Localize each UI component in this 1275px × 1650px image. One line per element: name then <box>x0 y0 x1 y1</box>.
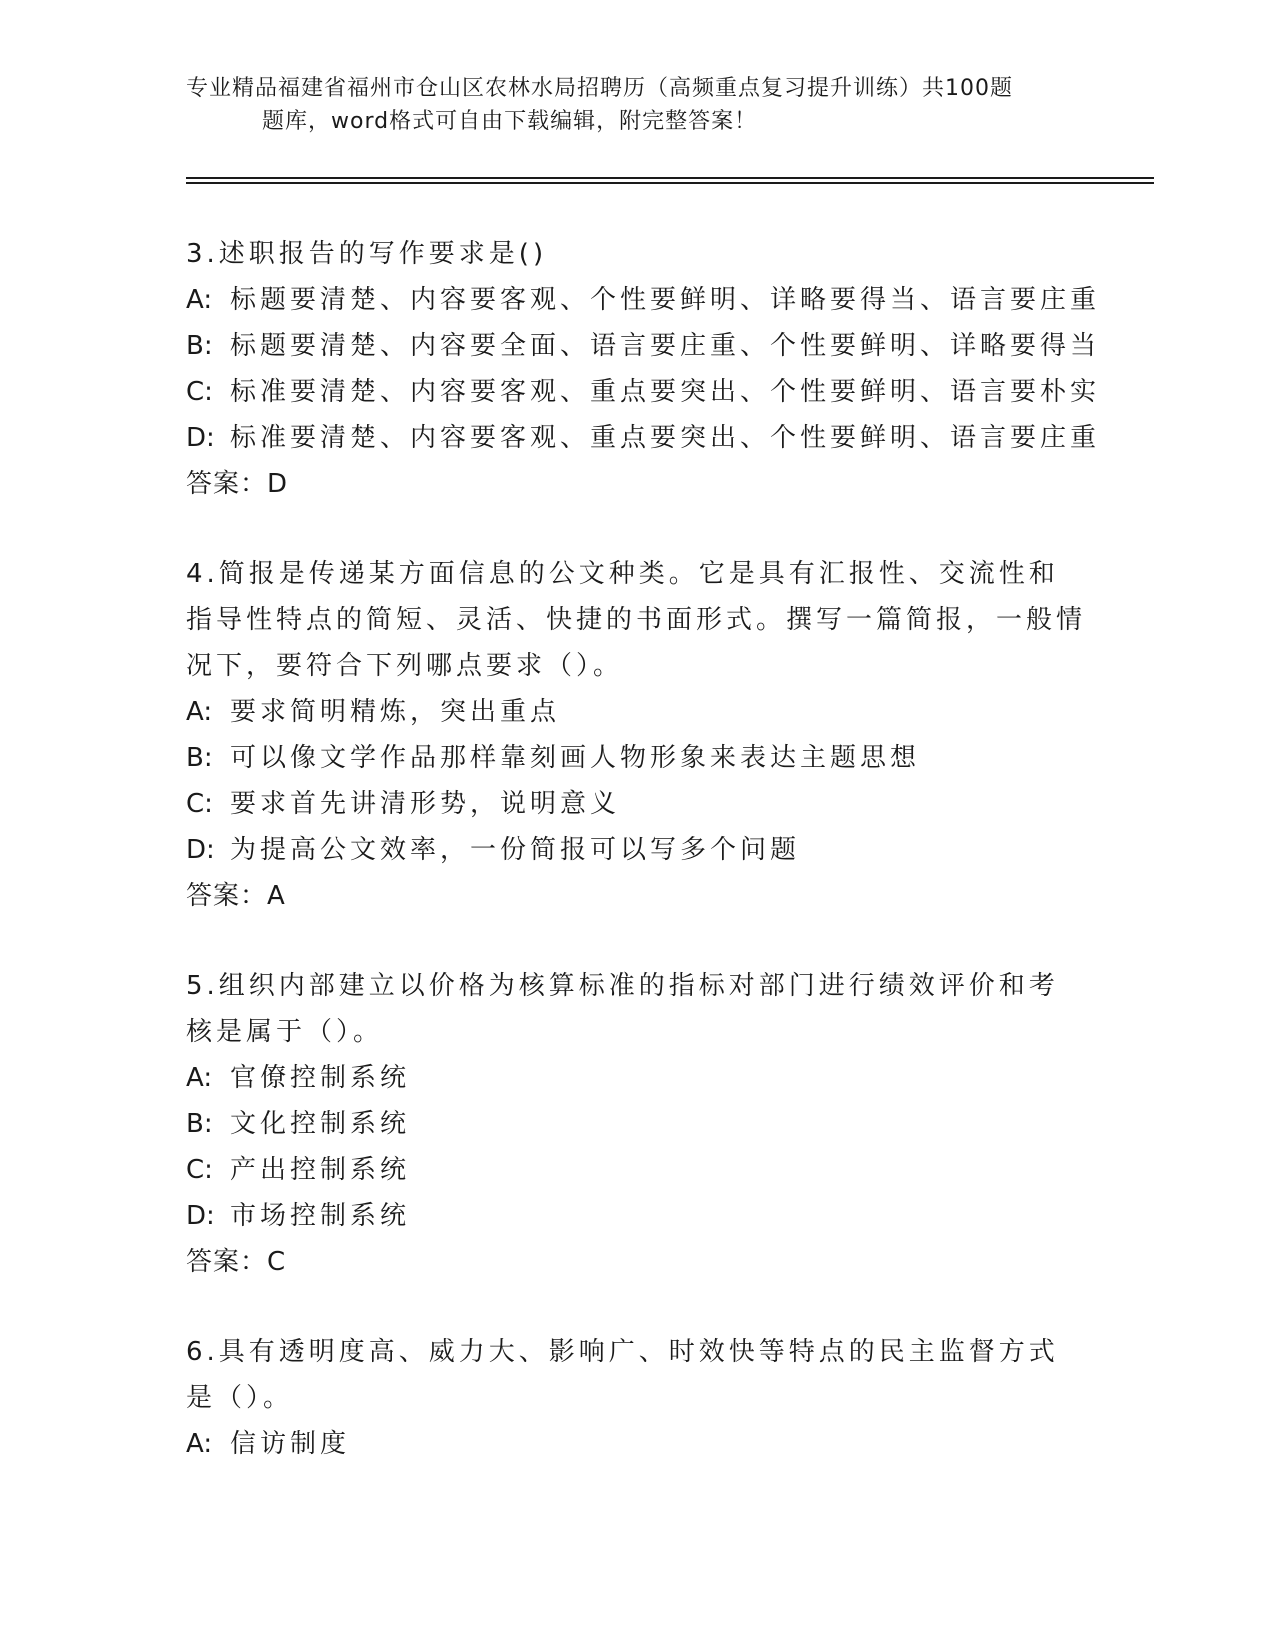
option-b <box>186 1101 1086 1147</box>
option-b <box>186 323 1101 369</box>
question-text: 6.具有透明度高、威力大、影响广、时效快等特点的民主监督方式是（）。 <box>186 1337 1059 1413</box>
option-letter: D: <box>186 1201 215 1231</box>
option-text: 为提高公文效率，一份简报可以写多个问题 <box>230 835 801 865</box>
answer-text: 答案：A <box>186 881 286 911</box>
option-text: 文化控制系统 <box>230 1109 411 1139</box>
question-3 <box>186 231 1101 507</box>
option-text: 标题要清楚、内容要客观、个性要鲜明、详略要得当、语言要庄重 <box>230 285 1101 315</box>
header-divider-bottom <box>186 182 1154 184</box>
option-a <box>186 277 1101 323</box>
question-list <box>186 231 1101 1511</box>
option-a <box>186 1055 1086 1101</box>
option-d <box>186 827 1086 873</box>
option-letter: A: <box>186 285 213 315</box>
option-c <box>186 781 1086 827</box>
option-text: 可以像文学作品那样靠刻画人物形象来表达主题思想 <box>230 743 921 773</box>
question-6 <box>186 1329 1086 1467</box>
option-a <box>186 1421 1086 1467</box>
question-5 <box>186 963 1086 1285</box>
option-letter: A: <box>186 697 213 727</box>
option-b <box>186 735 1086 781</box>
option-letter: B: <box>186 331 213 361</box>
option-text: 产出控制系统 <box>230 1155 411 1185</box>
question-text: 4.简报是传递某方面信息的公文种类。它是具有汇报性、交流性和指导性特点的简短、灵活、快捷的书面形式。撰写一篇简报，一般情况下，要符合下列哪点要求（）。 <box>186 559 1087 681</box>
header-title-line1: 专业精品福建省福州市仓山区农林水局招聘历（高频重点复习提升训练）共100题 <box>186 76 1013 101</box>
option-c <box>186 369 1101 415</box>
option-text: 信访制度 <box>230 1429 351 1459</box>
option-d <box>186 415 1101 461</box>
option-text: 要求简明精炼，突出重点 <box>230 697 561 727</box>
option-letter: C: <box>186 1155 213 1185</box>
option-letter: D: <box>186 423 215 453</box>
option-letter: A: <box>186 1063 213 1093</box>
header-title-line2: 题库，word格式可自由下载编辑，附完整答案！ <box>262 109 758 134</box>
option-letter: B: <box>186 1109 213 1139</box>
document-header <box>186 72 1086 138</box>
option-letter: C: <box>186 377 213 407</box>
question-4 <box>186 551 1086 919</box>
header-divider-top <box>186 177 1154 179</box>
option-letter: C: <box>186 789 213 819</box>
option-letter: A: <box>186 1429 213 1459</box>
option-letter: B: <box>186 743 213 773</box>
option-text: 标准要清楚、内容要客观、重点要突出、个性要鲜明、语言要朴实 <box>230 377 1101 407</box>
option-text: 标题要清楚、内容要全面、语言要庄重、个性要鲜明、详略要得当 <box>230 331 1101 361</box>
option-c <box>186 1147 1086 1193</box>
option-text: 官僚控制系统 <box>230 1063 411 1093</box>
option-a <box>186 689 1086 735</box>
option-text: 市场控制系统 <box>230 1201 411 1231</box>
answer-text: 答案：C <box>186 1247 287 1277</box>
option-text: 标准要清楚、内容要客观、重点要突出、个性要鲜明、语言要庄重 <box>230 423 1101 453</box>
question-text: 5.组织内部建立以价格为核算标准的指标对部门进行绩效评价和考核是属于（）。 <box>186 971 1059 1047</box>
option-d <box>186 1193 1086 1239</box>
question-text: 3.述职报告的写作要求是() <box>186 239 548 269</box>
option-text: 要求首先讲清形势，说明意义 <box>230 789 621 819</box>
answer-text: 答案：D <box>186 469 289 499</box>
option-letter: D: <box>186 835 215 865</box>
